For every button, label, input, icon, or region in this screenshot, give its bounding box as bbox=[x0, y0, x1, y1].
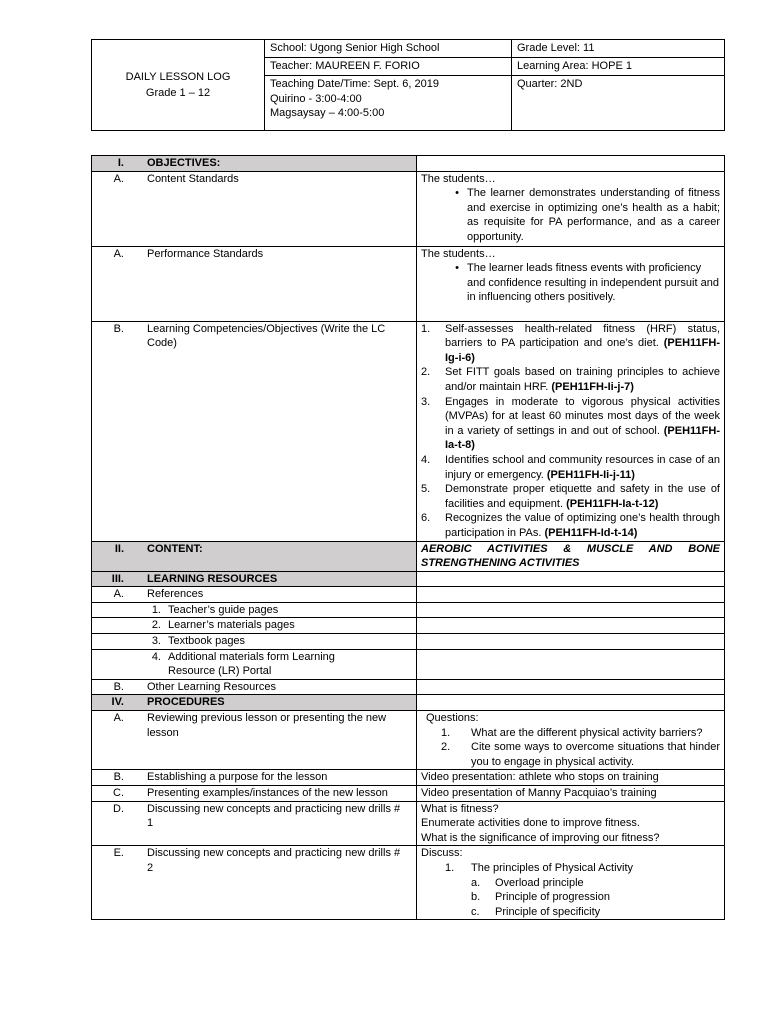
reference-item bbox=[92, 618, 417, 634]
item-text: Self-assesses health-related fitness (HRF) status, barriers to PA participation and one’s diet. bbox=[445, 322, 720, 350]
item-number: 6. bbox=[421, 512, 431, 525]
roman-numeral: III. bbox=[111, 572, 124, 585]
item-text: Identifies school and community resources in case of an injury or emergency. bbox=[445, 453, 720, 481]
item-text: Textbook pages bbox=[168, 635, 246, 648]
discuss-intro: Discuss: bbox=[421, 847, 463, 860]
section-label: PROCEDURES bbox=[147, 696, 225, 709]
lc-code: (PEH11FH-Ia-t-12) bbox=[566, 497, 659, 510]
reference-value bbox=[417, 618, 725, 634]
objectives-header-row bbox=[92, 156, 725, 172]
content-standards-row bbox=[92, 171, 725, 246]
list-item bbox=[421, 876, 720, 891]
item-letter: A. bbox=[113, 247, 124, 260]
reference-item-row bbox=[92, 649, 725, 679]
bullet-text: The learner demonstrates understanding of fitness and exercise in optimizing one’s health as a habit; as requisite for PA performance, and as a career opportunity. bbox=[467, 187, 720, 243]
competencies-row bbox=[92, 321, 725, 541]
procedure-a-value-cell bbox=[417, 711, 725, 770]
item-text: Principle of progression bbox=[495, 891, 610, 904]
list-item bbox=[421, 322, 720, 366]
header-table bbox=[91, 39, 725, 131]
resources-value bbox=[417, 571, 725, 587]
item-label: Other Learning Resources bbox=[147, 680, 277, 693]
lc-code: (PEH11FH-Ii-j-7) bbox=[551, 380, 634, 393]
bullet-text: The learner leads fitness events with proficiency and confidence resulting in independent pursuit and in influencing others positively. bbox=[467, 262, 719, 304]
title-line-1: DAILY LESSON LOG bbox=[125, 71, 231, 83]
list-item bbox=[421, 482, 720, 511]
item-label: References bbox=[147, 588, 204, 601]
procedure-d-row bbox=[92, 801, 725, 846]
resources-header-row bbox=[92, 571, 725, 587]
students-intro: The students… bbox=[421, 247, 496, 260]
teacher-field: Teacher: MAUREEN F. FORIO bbox=[265, 58, 512, 76]
lc-code: (PEH11FH-Ia-t-8) bbox=[445, 424, 720, 452]
grade-level-field: Grade Level: 11 bbox=[512, 40, 725, 58]
item-text: Additional materials form Learning Resource (LR) Portal bbox=[168, 650, 335, 678]
roman-numeral: II. bbox=[114, 542, 124, 555]
objectives-heading bbox=[92, 156, 417, 172]
item-letter: B. bbox=[113, 322, 124, 335]
procedure-e-label-cell bbox=[92, 846, 417, 920]
item-text: Overload principle bbox=[495, 876, 584, 889]
item-number: 4. bbox=[151, 650, 161, 663]
list-item bbox=[421, 395, 720, 453]
item-number: 2. bbox=[441, 741, 451, 754]
roman-numeral: I. bbox=[117, 157, 124, 169]
procedures-heading bbox=[92, 695, 417, 711]
item-number: 1. bbox=[151, 603, 161, 616]
teaching-date-field: Teaching Date/Time: Sept. 6, 2019 bbox=[270, 78, 439, 90]
magsaysay-schedule: Magsaysay – 4:00-5:00 bbox=[270, 107, 385, 120]
references-value bbox=[417, 587, 725, 603]
discussion-line: What is fitness? bbox=[421, 802, 499, 815]
reference-value bbox=[417, 649, 725, 679]
procedure-c-row bbox=[92, 786, 725, 802]
procedure-e-row bbox=[92, 846, 725, 920]
list-item bbox=[421, 365, 720, 394]
objectives-value bbox=[417, 156, 725, 172]
roman-numeral: IV. bbox=[111, 696, 124, 709]
discussion-line: What is the significance of improving our fitness? bbox=[421, 831, 660, 844]
item-number: 3. bbox=[421, 395, 431, 408]
resources-heading bbox=[92, 571, 417, 587]
list-item bbox=[421, 861, 720, 876]
questions-intro: Questions: bbox=[426, 712, 479, 725]
content-value: AEROBIC ACTIVITIES & MUSCLE AND BONE STRENGTHENING ACTIVITIES bbox=[417, 541, 725, 571]
competencies-label-cell bbox=[92, 321, 417, 541]
item-label: Discussing new concepts and practicing new drills # 2 bbox=[147, 847, 401, 874]
competencies-value-cell bbox=[417, 321, 725, 541]
list-item bbox=[421, 890, 720, 905]
procedure-b-value: Video presentation: athlete who stops on training bbox=[417, 770, 725, 786]
item-text: Principle of specificity bbox=[495, 905, 601, 918]
other-resources-label-cell bbox=[92, 679, 417, 695]
performance-standards-value-cell bbox=[417, 246, 725, 321]
item-letter: A. bbox=[113, 172, 124, 185]
reference-item bbox=[92, 634, 417, 650]
item-letter: A. bbox=[113, 712, 124, 725]
item-text: Engages in moderate to vigorous physical activities (MVPAs) for at least 60 minutes most days of the week in a variety of settings in and out of school. bbox=[445, 395, 720, 437]
lesson-plan-table bbox=[91, 155, 725, 920]
reference-item bbox=[92, 649, 417, 679]
other-resources-value bbox=[417, 679, 725, 695]
procedures-value bbox=[417, 695, 725, 711]
lc-code: (PEH11FH-Ii-j-11) bbox=[546, 468, 635, 481]
other-resources-row bbox=[92, 679, 725, 695]
section-label: OBJECTIVES: bbox=[147, 157, 221, 169]
references-row bbox=[92, 587, 725, 603]
item-label: Presenting examples/instances of the new lesson bbox=[147, 787, 388, 799]
procedure-c-value: Video presentation of Manny Pacquiao’s training bbox=[417, 786, 725, 802]
procedure-d-value-cell bbox=[417, 801, 725, 846]
item-number: 5. bbox=[421, 483, 431, 496]
content-row bbox=[92, 541, 725, 571]
item-text: The principles of Physical Activity bbox=[471, 861, 634, 874]
reference-value bbox=[417, 602, 725, 618]
reference-value bbox=[417, 634, 725, 650]
item-text: Recognizes the value of optimizing one’s health through participation in PAs. bbox=[445, 512, 720, 539]
content-standards-value-cell bbox=[417, 171, 725, 246]
item-text: Learner’s materials pages bbox=[168, 619, 295, 632]
item-number: 1. bbox=[445, 861, 455, 874]
item-letter: D. bbox=[113, 802, 124, 815]
bullet-icon: • bbox=[455, 262, 459, 275]
procedure-e-value-cell bbox=[417, 846, 725, 920]
item-label: Establishing a purpose for the lesson bbox=[147, 771, 328, 784]
section-label: LEARNING RESOURCES bbox=[147, 572, 278, 585]
teaching-date-cell bbox=[265, 76, 512, 131]
item-number: 1. bbox=[421, 322, 431, 335]
item-letter: B. bbox=[113, 680, 124, 693]
list-item bbox=[421, 453, 720, 482]
title-line-2: Grade 1 – 12 bbox=[145, 87, 211, 99]
school-field: School: Ugong Senior High School bbox=[265, 40, 512, 58]
item-number: 2. bbox=[421, 366, 431, 379]
procedure-c-label-cell bbox=[92, 786, 417, 802]
procedure-d-label-cell bbox=[92, 801, 417, 846]
item-label: Reviewing previous lesson or presenting the new lesson bbox=[147, 712, 387, 739]
reference-item bbox=[92, 602, 417, 618]
list-item bbox=[421, 905, 720, 920]
list-item bbox=[421, 186, 720, 244]
reference-item-row bbox=[92, 634, 725, 650]
reference-item-row bbox=[92, 602, 725, 618]
discussion-line: Enumerate activities done to improve fitness. bbox=[421, 817, 640, 830]
item-label: Discussing new concepts and practicing new drills # 1 bbox=[147, 802, 401, 830]
performance-standards-label-cell bbox=[92, 246, 417, 321]
list-item bbox=[421, 740, 720, 769]
procedure-b-row bbox=[92, 770, 725, 786]
item-letter: E. bbox=[113, 847, 124, 860]
item-letter: b. bbox=[471, 891, 481, 904]
quirino-schedule: Quirino - 3:00-4:00 bbox=[270, 92, 362, 105]
lc-code: (PEH11FH-Id-t-14) bbox=[544, 526, 638, 539]
item-number: 1. bbox=[441, 726, 451, 739]
lc-code: (PEH11FH-Ig-i-6) bbox=[445, 337, 720, 364]
performance-standards-row bbox=[92, 246, 725, 321]
item-text: Teacher’s guide pages bbox=[168, 603, 279, 616]
procedures-header-row bbox=[92, 695, 725, 711]
item-letter: A. bbox=[113, 588, 124, 601]
item-label: Performance Standards bbox=[147, 247, 264, 260]
students-intro: The students… bbox=[421, 172, 496, 185]
lesson-log-title bbox=[92, 40, 265, 131]
item-letter: a. bbox=[471, 876, 481, 889]
procedure-b-label-cell bbox=[92, 770, 417, 786]
item-letter: c. bbox=[471, 905, 480, 918]
section-label: CONTENT: bbox=[147, 542, 203, 555]
content-heading bbox=[92, 541, 417, 571]
procedure-a-label-cell bbox=[92, 711, 417, 770]
quarter-field: Quarter: 2ND bbox=[512, 76, 725, 131]
reference-item-row bbox=[92, 618, 725, 634]
item-label: Content Standards bbox=[147, 172, 239, 185]
references-label-cell bbox=[92, 587, 417, 603]
item-label: Learning Competencies/Objectives (Write the LC Code) bbox=[147, 322, 386, 350]
item-number: 3. bbox=[151, 635, 161, 648]
item-number: 2. bbox=[151, 619, 161, 632]
list-item bbox=[421, 261, 720, 305]
content-standards-label-cell bbox=[92, 171, 417, 246]
learning-area-field: Learning Area: HOPE 1 bbox=[512, 58, 725, 76]
item-text: Demonstrate proper etiquette and safety in the use of facilities and equipment. bbox=[445, 483, 720, 510]
item-letter: C. bbox=[113, 787, 124, 799]
item-text: Set FITT goals based on training principles to achieve and/or maintain HRF. bbox=[445, 366, 720, 393]
procedure-a-row bbox=[92, 711, 725, 770]
item-text: Cite some ways to overcome situations that hinder you to engage in physical activity. bbox=[471, 741, 720, 768]
bullet-icon: • bbox=[455, 187, 459, 200]
list-item bbox=[421, 726, 720, 741]
item-text: What are the different physical activity barriers? bbox=[471, 726, 703, 739]
list-item bbox=[421, 511, 720, 540]
item-letter: B. bbox=[113, 771, 124, 784]
item-number: 4. bbox=[421, 453, 431, 466]
